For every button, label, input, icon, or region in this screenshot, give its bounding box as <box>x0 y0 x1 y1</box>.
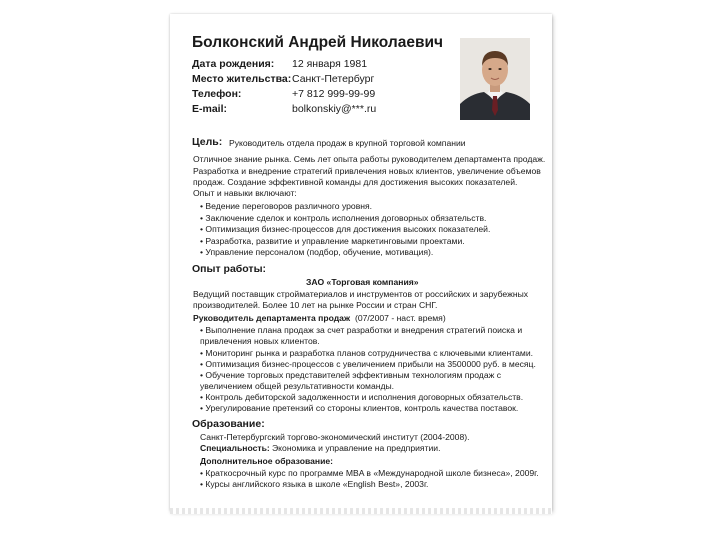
goal-label: Цель: <box>192 136 223 148</box>
extra-education-label: Дополнительное образование: <box>200 456 334 466</box>
skill-item: • Управление персоналом (подбор, обучение, мотивация). <box>200 247 434 257</box>
position-title: Руководитель департамента продаж <box>193 313 351 323</box>
duty-item: • Выполнение плана продаж за счет разработки и внедрения стратегий поиска и <box>200 325 523 335</box>
extra-education-item: • Краткосрочный курс по программе MBA в «Международной школе бизнеса», 2009г. <box>200 468 539 478</box>
duty-item: • Оптимизация бизнес-процессов с увеличением прибыли на 3500000 руб. в месяц. <box>200 359 536 369</box>
duty-item: • Контроль дебиторской задолженности и исполнения договорных обязательств. <box>200 392 524 402</box>
summary-line: продаж. Создание эффективной команды для достижения высоких показателей. <box>193 177 518 187</box>
skill-item: • Заключение сделок и контроль исполнения договорных обязательств. <box>200 213 487 223</box>
skill-item: • Ведение переговоров различного уровня. <box>200 201 373 211</box>
education-label: Образование: <box>192 418 265 430</box>
duty-item: • Обучение торговых представителей эффективным технологиям продаж с <box>200 370 502 380</box>
phone-value: +7 812 999-99-99 <box>292 88 376 100</box>
birth-date-value: 12 января 1981 <box>292 58 368 70</box>
residence-label: Место жительства: <box>192 73 292 85</box>
skill-item: • Оптимизация бизнес-процессов для достижения высоких показателей. <box>200 224 491 234</box>
duty-item: • Урегулирование претензий со стороны клиентов, контроль качества поставок. <box>200 403 519 413</box>
email-value: bolkonskiy@***.ru <box>292 103 377 115</box>
duty-item: • Мониторинг рынка и разработка планов сотрудничества с ключевыми клиентами. <box>200 348 534 358</box>
profile-photo <box>460 38 530 120</box>
skill-item: • Разработка, развитие и управление маркетинговыми проектами. <box>200 236 465 246</box>
education-text: Санкт-Петербургский торгово-экономический институт (2004-2008). <box>200 432 470 442</box>
summary-line: Разработка и внедрение стратегий привлечения новых клиентов, увеличение объемов <box>193 166 541 176</box>
duty-item: увеличением общей результативности команды. <box>200 381 395 391</box>
specialty-text: Экономика и управление на предприятии. <box>272 443 441 453</box>
duty-item: привлечения новых клиентов. <box>200 336 320 346</box>
phone-label: Телефон: <box>192 88 242 100</box>
specialty-label: Специальность: <box>200 443 270 453</box>
position-period: (07/2007 - наст. время) <box>355 313 446 323</box>
birth-date-label: Дата рождения: <box>192 58 275 70</box>
company-name: ЗАО «Торговая компания» <box>306 277 419 287</box>
company-description: производителей. Более 10 лет на рынке России и стран СНГ. <box>193 300 438 310</box>
residence-value: Санкт-Петербург <box>292 73 375 85</box>
summary-line: Отличное знание рынка. Семь лет опыта работы руководителем департамента продаж. <box>193 154 546 164</box>
goal-text: Руководитель отдела продаж в крупной торговой компании <box>229 138 466 148</box>
page-torn-edge <box>170 508 552 514</box>
experience-label: Опыт работы: <box>192 263 267 275</box>
email-label: E-mail: <box>192 103 228 115</box>
full-name: Болконский Андрей Николаевич <box>192 34 444 51</box>
extra-education-item: • Курсы английского языка в школе «English Best», 2003г. <box>200 479 429 489</box>
company-description: Ведущий поставщик стройматериалов и инструментов от российских и зарубежных <box>193 289 529 299</box>
summary-line: Опыт и навыки включают: <box>193 188 297 198</box>
